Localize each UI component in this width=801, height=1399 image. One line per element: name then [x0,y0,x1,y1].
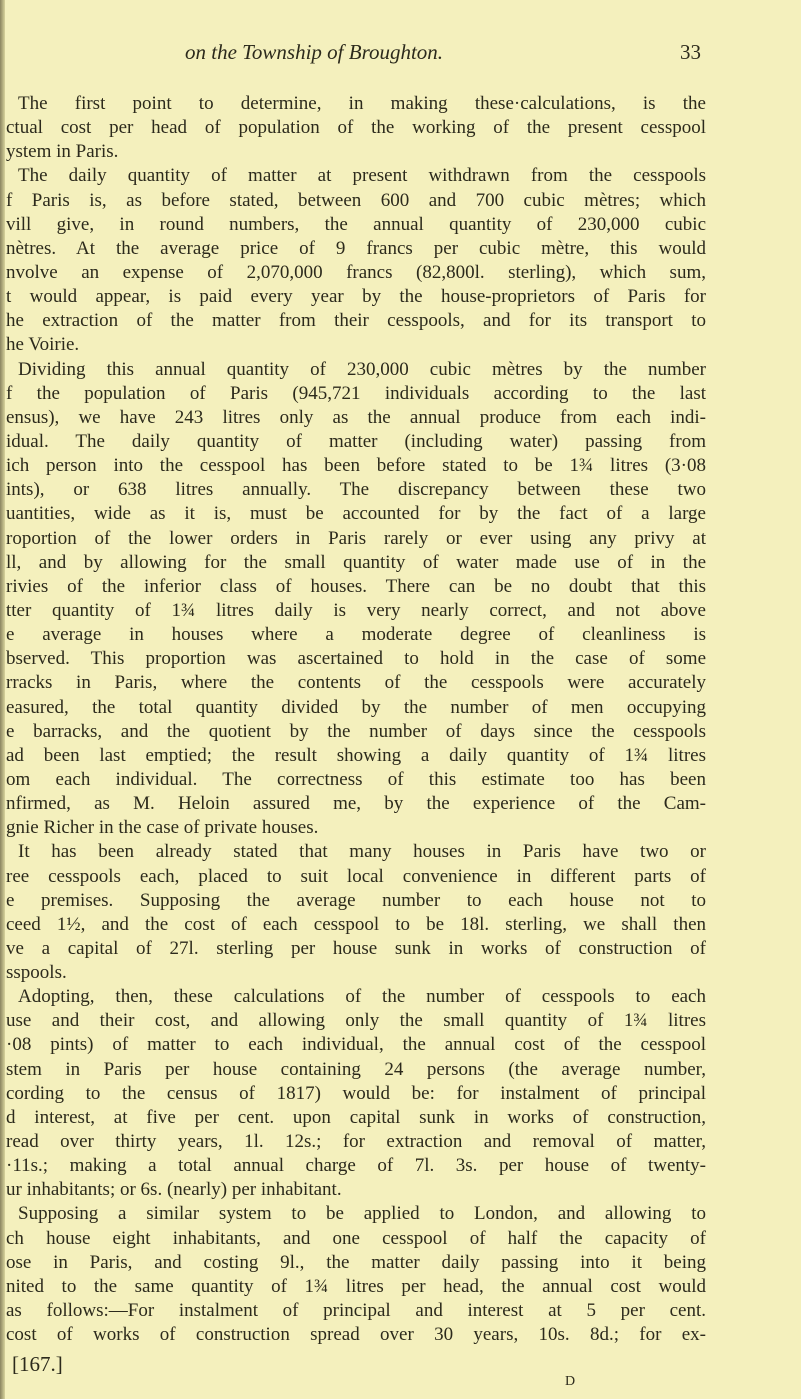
text-line: ree cesspools each, placed to suit local convenience in different parts of [6,865,706,887]
text-line: e barracks, and the quotient by the number of days since the cesspools [6,720,706,742]
text-line: tter quantity of 1¾ litres daily is very nearly correct, and not above [6,599,706,621]
text-line: ctual cost per head of population of the working of the present cesspool [6,117,706,139]
text-line: cost of works of construction spread over 30 years, 10s. 8d.; for ex- [6,1324,706,1346]
text-line: The first point to determine, in making these·calculations, is the [18,93,706,114]
text-line: ensus), we have 243 litres only as the annual produce from each indi- [6,406,706,428]
text-line: ve a capital of 27l. sterling per house sunk in works of construction of [6,937,706,959]
text-line: ch house eight inhabitants, and one cesspool of half the capacity of [6,1227,706,1249]
text-line: sspools. [6,962,67,984]
body-text [6,92,706,1347]
text-line: It has been already stated that many houses in Paris have two or [18,841,706,863]
text-line: ·11s.; making a total annual charge of 7l. 3s. per house of twenty- [6,1155,706,1177]
text-line: ints), or 638 litres annually. The discrepancy between these two [6,479,706,501]
text-line: om each individual. The correctness of this estimate too has been [6,768,706,790]
page-number: 33 [680,40,701,64]
text-line: ur inhabitants; or 6s. (nearly) per inhabitant. [6,1179,342,1201]
text-line: idual. The daily quantity of matter (including water) passing from [6,430,706,452]
text-line: easured, the total quantity divided by the number of men occupying [6,696,706,718]
text-line: ich person into the cesspool has been before stated to be 1¾ litres (3·08 [6,455,706,477]
text-line: The daily quantity of matter at present withdrawn from the cesspools [18,165,706,187]
text-line: f the population of Paris (945,721 individuals according to the last [6,382,706,404]
text-line: cording to the census of 1817) would be: for instalment of principal [6,1082,706,1104]
text-line: he Voirie. [6,334,80,356]
text-line: uantities, wide as it is, must be accounted for by the fact of a large [6,503,706,525]
text-line: t would appear, is paid every year by the house-proprietors of Paris for [6,286,706,308]
text-line: f Paris is, as before stated, between 600 and 700 cubic mètres; which [6,189,706,211]
text-line: Supposing a similar system to be applied to London, and allowing to [18,1203,706,1225]
text-line: roportion of the lower orders in Paris rarely or ever using any privy at [6,527,706,549]
text-line: e premises. Supposing the average number to each house not to [6,889,706,911]
text-line: ose in Paris, and costing 9l., the matter daily passing into it being [6,1251,706,1273]
text-line: gnie Richer in the case of private houses. [6,817,319,839]
running-title: on the Township of Broughton. [185,40,444,64]
text-line: he extraction of the matter from their cesspools, and for its transport to [6,310,706,332]
text-line: Dividing this annual quantity of 230,000 cubic mètres by the number [18,358,706,380]
text-line: vill give, in round numbers, the annual quantity of 230,000 cubic [6,213,706,235]
text-line: Adopting, then, these calculations of the number of cesspools to each [18,986,706,1008]
signature-mark: D [565,1374,576,1389]
text-line: d interest, at five per cent. upon capital sunk in works of construction, [6,1106,706,1128]
text-line: ll, and by allowing for the small quantity of water made use of in the [6,551,706,573]
text-line: nvolve an expense of 2,070,000 francs (82,800l. sterling), which sum, [6,261,706,283]
text-line: ystem in Paris. [6,141,119,163]
text-line: nfirmed, as M. Heloin assured me, by the experience of the Cam- [6,793,706,815]
book-binding-edge [0,0,5,1399]
text-line: e average in houses where a moderate degree of cleanliness is [6,624,706,646]
text-line: rracks in Paris, where the contents of the cesspools were accurately [6,672,706,694]
text-line: stem in Paris per house containing 24 persons (the average number, [6,1058,706,1080]
text-line: bserved. This proportion was ascertained to hold in the case of some [6,648,706,670]
text-line: read over thirty years, 1l. 12s.; for extraction and removal of matter, [6,1131,706,1153]
text-line: nètres. At the average price of 9 francs per cubic mètre, this would [6,237,706,259]
text-line: use and their cost, and allowing only the small quantity of 1¾ litres [6,1010,706,1032]
text-line: ·08 pints) of matter to each individual, the annual cost of the cesspool [6,1034,706,1056]
text-line: rivies of the inferior class of houses. There can be no doubt that this [6,575,706,597]
text-line: ceed 1½, and the cost of each cesspool to be 18l. sterling, we shall then [6,913,706,935]
text-line: ad been last emptied; the result showing a daily quantity of 1¾ litres [6,744,706,766]
print-mark: [167.] [12,1352,63,1376]
text-line: as follows:—For instalment of principal and interest at 5 per cent. [6,1300,706,1322]
text-line: nited to the same quantity of 1¾ litres per head, the annual cost would [6,1275,706,1297]
page-header [0,40,801,70]
